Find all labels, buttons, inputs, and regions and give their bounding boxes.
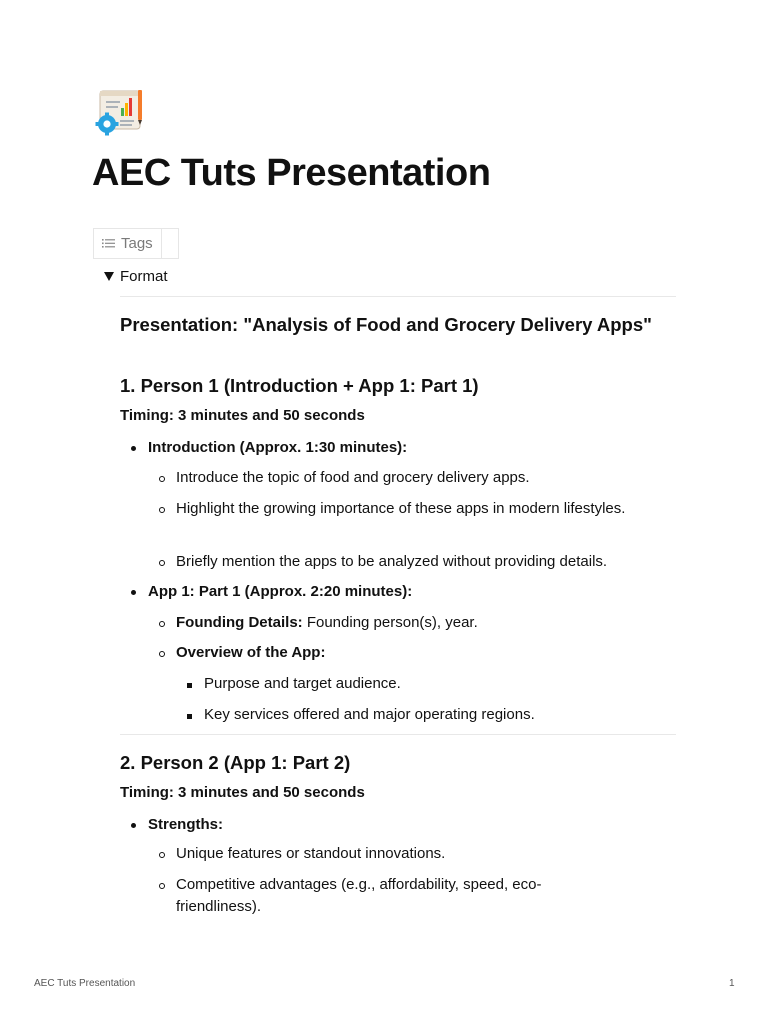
- item-text: Introduce the topic of food and grocery delivery apps.: [176, 469, 530, 486]
- bullet-icon: [187, 714, 192, 719]
- footer-title: AEC Tuts Presentation: [34, 978, 136, 989]
- tags-property-label[interactable]: [93, 228, 162, 259]
- tags-value[interactable]: [162, 228, 179, 259]
- bullet-icon: [131, 446, 136, 451]
- item-text: Purpose and target audience.: [204, 675, 401, 692]
- section-heading: 2. Person 2 (App 1: Part 2): [120, 752, 351, 773]
- format-toggle[interactable]: [104, 268, 168, 285]
- bullet-icon: [131, 590, 136, 595]
- toggle-label: Format: [120, 268, 168, 285]
- tags-label: Tags: [121, 235, 153, 252]
- divider: [120, 734, 676, 735]
- bullet-icon: [131, 823, 136, 828]
- chart-presentation-icon: [94, 88, 150, 138]
- item-text: Briefly mention the apps to be analyzed without providing details.: [176, 553, 608, 570]
- item-label: Strengths:: [148, 816, 223, 833]
- list-icon: [102, 235, 115, 253]
- item-label: App 1: Part 1 (Approx. 2:20 minutes):: [148, 583, 413, 600]
- timing-text: Timing: 3 minutes and 50 seconds: [120, 784, 365, 801]
- bullet-icon: [159, 651, 165, 657]
- bullet-icon: [159, 560, 165, 566]
- bullet-icon: [159, 621, 165, 627]
- section-heading: 1. Person 1 (Introduction + App 1: Part 1): [120, 375, 479, 396]
- item-text: Competitive advantages (e.g., affordability, speed, eco-friendliness).: [176, 876, 542, 915]
- bullet-icon: [159, 852, 165, 858]
- bullet-icon: [159, 507, 165, 513]
- timing-text: Timing: 3 minutes and 50 seconds: [120, 407, 365, 424]
- item-text: Highlight the growing importance of these apps in modern lifestyles.: [176, 500, 626, 517]
- bullet-icon: [187, 683, 192, 688]
- item-text: Key services offered and major operating regions.: [204, 706, 535, 723]
- item-label: Introduction (Approx. 1:30 minutes):: [148, 439, 408, 456]
- bullet-icon: [159, 476, 165, 482]
- item-label: Overview of the App:: [176, 644, 326, 661]
- document-heading: Presentation: "Analysis of Food and Grocery Delivery Apps": [120, 314, 652, 335]
- bullet-icon: [159, 883, 165, 889]
- page-number: 1: [729, 978, 735, 989]
- item-text: Founding person(s), year.: [302, 614, 478, 631]
- item-text: Unique features or standout innovations.: [176, 845, 446, 862]
- triangle-down-icon[interactable]: [104, 272, 114, 281]
- page-title: AEC Tuts Presentation: [92, 152, 491, 194]
- tags-property[interactable]: [93, 228, 179, 259]
- item-label: Founding Details:: [176, 614, 303, 631]
- divider: [120, 296, 676, 297]
